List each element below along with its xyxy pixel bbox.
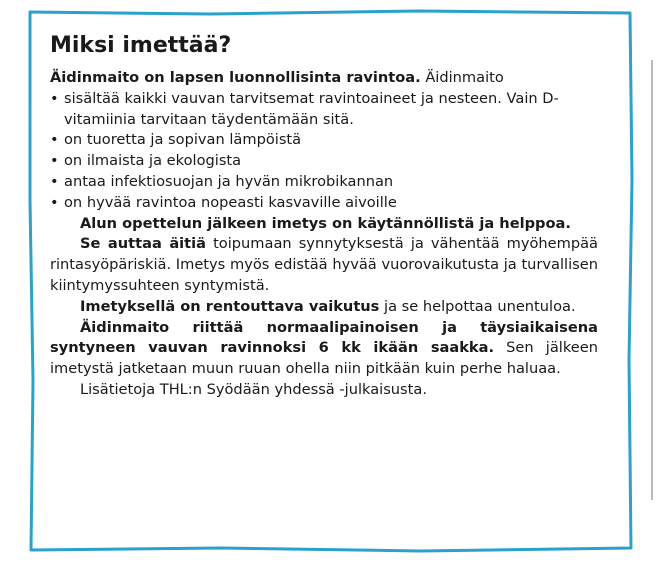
list-item: • on tuoretta ja sopivan lämpöistä <box>50 130 598 151</box>
footer-reference: Lisätietoja THL:n Syödään yhdessä -julkaisusta. <box>80 380 427 398</box>
paragraph-bold: Imetyksellä on rentouttava vaikutus <box>80 297 380 315</box>
paragraph-text: ja se helpottaa unentuloa. <box>379 297 576 315</box>
intro-bold: Äidinmaito on lapsen luonnollisinta ravintoa. <box>50 69 421 86</box>
info-box-content <box>50 32 598 401</box>
paragraph-relaxing <box>50 297 598 318</box>
box-title: Miksi imettää? <box>50 33 232 58</box>
page-edge-line <box>651 60 653 500</box>
paragraph-bold: Äidinmaito riittää normaalipainoisen ja täysiaikaisena syntyneen vauvan ravinnoksi 6 kk ikään saakka. <box>50 318 598 357</box>
intro-text: Äidinmaito <box>420 69 504 86</box>
paragraph-bold: Alun opettelun jälkeen imetys on käytännöllistä ja helppoa. <box>80 214 571 232</box>
list-item: • on ilmaista ja ekologista <box>50 151 598 172</box>
intro-paragraph <box>50 68 598 89</box>
list-item: • on hyvää ravintoa nopeasti kasvaville aivoille <box>50 193 598 214</box>
list-item: • antaa infektiosuojan ja hyvän mikrobikannan <box>50 172 598 193</box>
paragraph-practical <box>50 214 598 235</box>
paragraph-mother <box>50 234 598 296</box>
paragraph-text: toipumaan synnytyksestä ja vähentää myöhempää rintasyöpäriskiä. Imetys myös edistää hyvää vuorovaikutusta ja turvallisen kiintymyssuhteen syntymistä. <box>50 235 598 294</box>
paragraph-text: Sen jälkeen imetystä jatketaan muun ruuan ohella niin pitkään kuin perhe haluaa. <box>50 339 598 378</box>
list-item: • sisältää kaikki vauvan tarvitsemat ravintoaineet ja nesteen. Vain D-vitamiinia tarvitaan täydentämään sitä. <box>50 89 598 131</box>
paragraph-bold: Se auttaa äitiä <box>80 235 206 253</box>
paragraph-duration <box>50 318 598 380</box>
benefit-list <box>50 89 598 214</box>
